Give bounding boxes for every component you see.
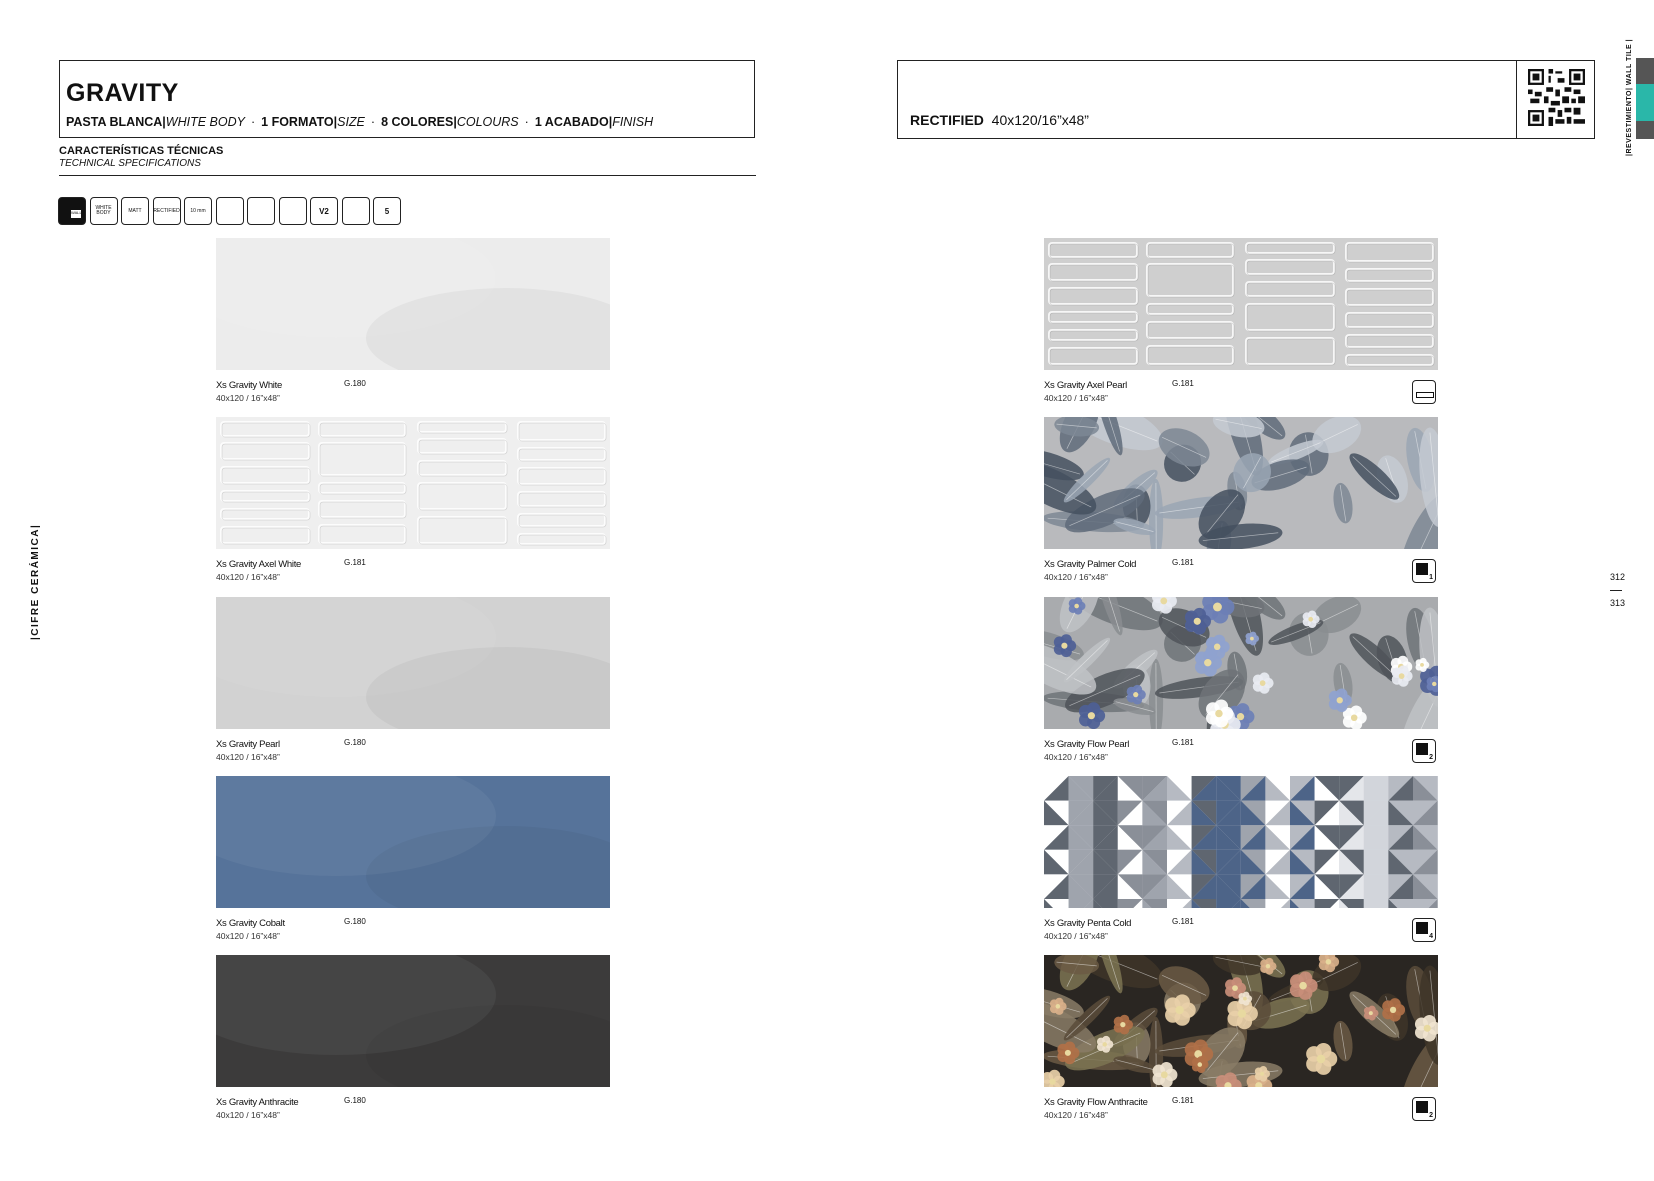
finish-label: FINISH: [612, 115, 654, 129]
page-number-left: 312: [1610, 572, 1626, 582]
wall-tile-icon: WALL: [58, 197, 86, 225]
tile-code: G.180: [344, 738, 366, 747]
tile-size: 40x120 / 16”x48”: [216, 393, 280, 403]
tile-image[interactable]: [216, 955, 610, 1087]
pieces-count: 4: [1429, 933, 1433, 940]
chemical-resistance-icon-text: 5: [384, 206, 390, 216]
pasta-label: PASTA BLANCA: [66, 115, 163, 129]
stain-resistance-icon: [342, 197, 370, 225]
tile-code: G.181: [1172, 917, 1194, 926]
page-number-divider: [1610, 590, 1622, 591]
tile-size: 40x120 / 16”x48”: [1044, 393, 1108, 403]
format-size: 40x120/16”x48”: [991, 112, 1089, 128]
tile-name: Xs Gravity Palmer Cold: [1044, 559, 1137, 570]
tile-code: G.181: [1172, 1096, 1194, 1105]
tile-size: 40x120 / 16”x48”: [1044, 1110, 1108, 1120]
header-box: [59, 60, 755, 138]
colores-label: 8 COLORES: [381, 115, 454, 129]
formato-label: 1 FORMATO: [261, 115, 334, 129]
tile-code: G.181: [344, 558, 366, 567]
divider: [59, 175, 756, 176]
qr-divider: [1516, 61, 1517, 138]
tile-name: Xs Gravity Penta Cold: [1044, 918, 1132, 929]
tile-code: G.180: [344, 379, 366, 388]
tile-size: 40x120 / 16”x48”: [1044, 752, 1108, 762]
white-body-icon: [90, 197, 118, 225]
tile-image[interactable]: [1044, 955, 1438, 1087]
shade-variation-icon-text: V2: [319, 206, 329, 216]
tile-size: 40x120 / 16”x48”: [216, 752, 280, 762]
tile-name: Xs Gravity Axel Pearl: [1044, 380, 1127, 391]
section-side-label: |REVESTIMIENTO| WALL TILE |: [1626, 38, 1633, 156]
tile-name: Xs Gravity Pearl: [216, 739, 280, 750]
tile-image[interactable]: [216, 238, 610, 370]
pieces-badge-icon: [1412, 918, 1436, 942]
rectified-label: RECTIFIED: [910, 112, 984, 128]
pieces-count: 2: [1429, 754, 1433, 761]
tile-size: 40x120 / 16”x48”: [216, 1110, 280, 1120]
tile-name: Xs Gravity White: [216, 380, 282, 391]
tile-image[interactable]: [1044, 597, 1438, 729]
page-number-right: 313: [1610, 598, 1626, 608]
rectified-icon: [153, 197, 181, 225]
pieces-count: 2: [1429, 1112, 1433, 1119]
indoor-icon: [247, 197, 275, 225]
section-tab[interactable]: [1636, 58, 1654, 84]
tile-code: G.180: [344, 1096, 366, 1105]
tile-size: 40x120 / 16”x48”: [216, 931, 280, 941]
tile-size: 40x120 / 16”x48”: [1044, 931, 1108, 941]
tile-name: Xs Gravity Flow Anthracite: [1044, 1097, 1148, 1108]
pieces-badge-icon: [1412, 559, 1436, 583]
section-tab-active[interactable]: [1636, 84, 1654, 121]
format-label: [910, 112, 1089, 128]
section-tab[interactable]: [1636, 121, 1654, 139]
collection-subtitle: PASTA BLANCA|WHITE BODY · 1 FORMATO|SIZE · 8 COLORES|COLOURS · 1 ACABADO|FINISH: [66, 115, 654, 129]
spec-icons: [58, 197, 401, 225]
no-floor-icon: [279, 197, 307, 225]
tile-code: G.181: [1172, 558, 1194, 567]
white-body-label: WHITE BODY: [165, 115, 245, 129]
brand-side-label: |CIFRE CERÁMICA|: [30, 523, 41, 640]
pieces-count: 1: [1429, 574, 1433, 581]
tile-image[interactable]: [1044, 238, 1438, 370]
colours-label: COLOURS: [456, 115, 519, 129]
pieces-badge-icon: [1412, 1097, 1436, 1121]
tile-name: Xs Gravity Anthracite: [216, 1097, 299, 1108]
rectified-icon-text: RECTIFIED: [153, 207, 180, 214]
tile-size: 40x120 / 16”x48”: [1044, 572, 1108, 582]
tile-image[interactable]: [216, 417, 610, 549]
tile-code: G.181: [1172, 379, 1194, 388]
tile-image[interactable]: [1044, 417, 1438, 549]
acabado-label: 1 ACABADO: [534, 115, 609, 129]
tile-name: Xs Gravity Flow Pearl: [1044, 739, 1130, 750]
tile-image[interactable]: [1044, 776, 1438, 908]
size-label: SIZE: [337, 115, 365, 129]
thickness-icon-text: 10 mm: [190, 207, 206, 214]
tile-name: Xs Gravity Cobalt: [216, 918, 285, 929]
thickness-icon: [184, 197, 212, 225]
qr-code-icon[interactable]: [1528, 69, 1585, 126]
collection-title: GRAVITY: [66, 79, 179, 107]
tile-code: G.181: [1172, 738, 1194, 747]
tile-code: G.180: [344, 917, 366, 926]
tile-image[interactable]: [216, 776, 610, 908]
pieces-badge-icon: [1412, 739, 1436, 763]
pieces-badge-icon: [1412, 380, 1436, 404]
tech-spec-heading: CARACTERÍSTICAS TÉCNICAS: [59, 145, 224, 157]
shade-variation-icon: [310, 197, 338, 225]
frost-icon: [216, 197, 244, 225]
matt-icon-text: MATT: [128, 207, 142, 214]
tile-size: 40x120 / 16”x48”: [216, 572, 280, 582]
chemical-resistance-icon: [373, 197, 401, 225]
tech-spec-subheading: TECHNICAL SPECIFICATIONS: [59, 158, 201, 169]
tile-image[interactable]: [216, 597, 610, 729]
tile-name: Xs Gravity Axel White: [216, 559, 302, 570]
format-box: [897, 60, 1595, 139]
white-body-icon-text: WHITE BODY: [95, 205, 112, 216]
matt-icon: [121, 197, 149, 225]
